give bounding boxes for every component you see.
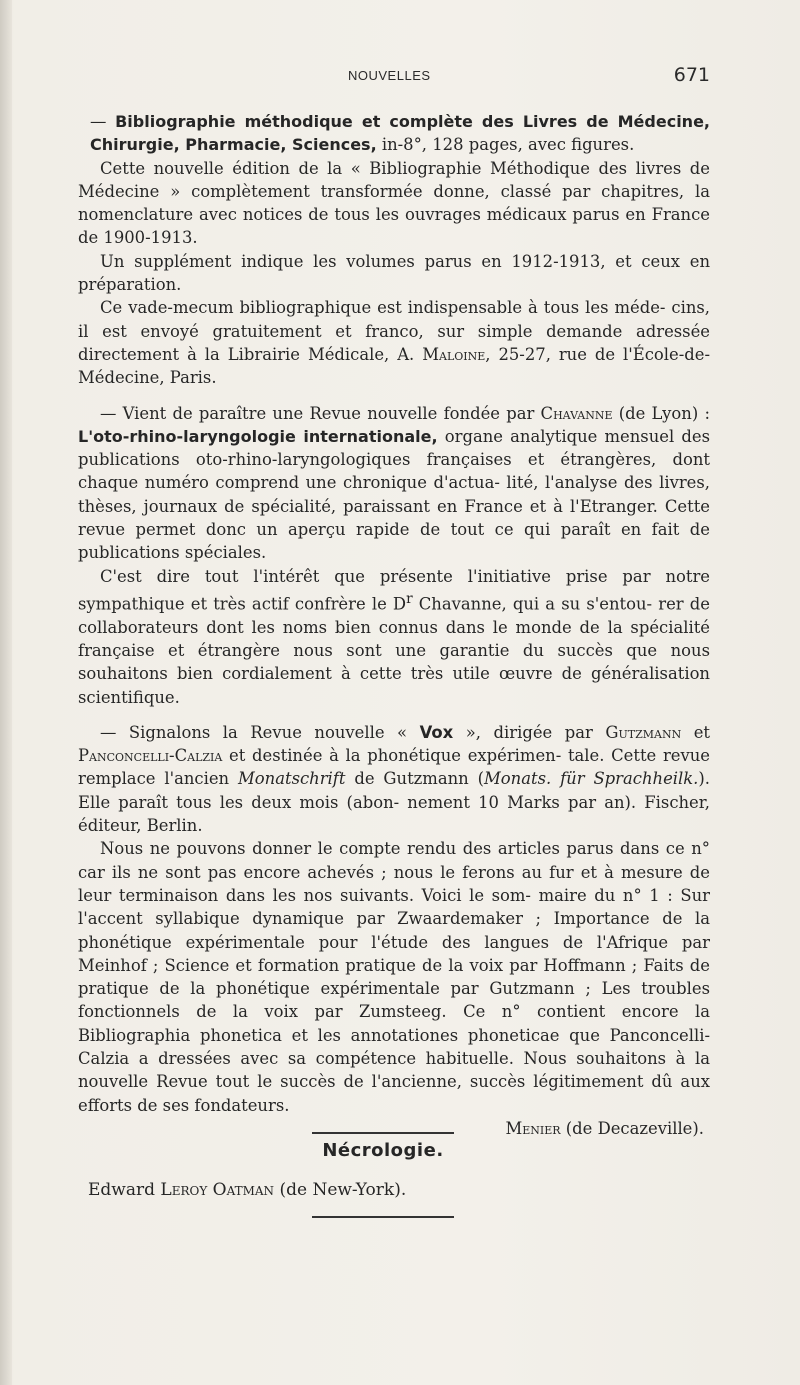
page-number: 671: [673, 64, 710, 86]
article2-p1-text-a: — Vient de paraître une Revue nouvelle fondée par: [100, 403, 541, 423]
article1-heading: [78, 110, 710, 157]
article3-p1-text-d: et destinée à la phonétique expérimen- tale. Cette revue remplace l'ancien: [78, 746, 710, 789]
article3-p1-text-b: », dirigée par: [453, 722, 606, 742]
necrology-entry-first: Edward: [88, 1180, 161, 1200]
article3-italic-title-1: Monatschrift: [238, 769, 346, 789]
article3-p1-text-c: et: [681, 722, 711, 742]
article1-title: Bibliographie méthodique et complète des Livres de Médecine, Chirurgie, Pharmacie, Sciences,: [90, 112, 711, 155]
necrology-entry-place: (de New-York).: [274, 1180, 407, 1200]
necrology-heading: Nécrologie.: [322, 1140, 444, 1161]
article2-paragraph-1: [78, 402, 710, 565]
article1-paragraph-2: Un supplément indique les volumes parus en 1912-1913, et ceux en préparation.: [78, 251, 710, 295]
article3-p1-text-e: de Gutzmann (: [345, 769, 485, 789]
article3-italic-title-2: Monats. für Sprachheilk.: [484, 769, 699, 789]
article2-founder-name: Chavanne: [540, 403, 613, 423]
article2-p2-superscript: r: [406, 590, 413, 607]
article-body: [78, 110, 710, 1140]
signature-name: Menier: [505, 1118, 561, 1138]
article3-paragraph-2: Nous ne pouvons donner le compte rendu des articles parus dans ce n° car ils ne sont pas encore achevés ; nous le ferons au fur et à mesure de leur terminaison dans les nos suivants. Voici le som- maire du n° 1 : Sur l'accent syllabique dynamique par Zwaardemaker ; Importance de la phonétique expérimentale pour l'étude des langues de l'Afrique par Meinhof ; Science et formation pratique de la voix par Hoffmann ; Faits de pratique de la phonétique expérimentale par Gutzmann ; Les troubles fonctionnels de la voix par Zumsteeg. Ce n° contient encore la Bibliographia phonetica et les annotationes phoneticae que Panconcelli-Calzia a dressées avec sa compétence habituelle. Nous souhaitons à la nouvelle Revue tout le succès de l'ancienne, succès légitimement dû aux efforts de ses fondateurs.: [78, 839, 710, 1115]
article2-p1-text-c: organe analytique mensuel des publications oto-rhino-laryngologiques françaises et étrangères, dont chaque numéro comprend une chronique d'actua- lité, l'analyse des livres, thèses, journaux de spécialité, paraissant en France et à l'Etranger. Cette revue permet donc un aperçu rapide de tout ce qui paraît en fait de publications spéciales.: [78, 426, 710, 563]
article3-director-2: Panconcelli-Calzia: [78, 746, 223, 766]
article2-p1-text-b: (de Lyon) :: [612, 403, 710, 423]
article1-publisher-name: Maloine: [422, 344, 486, 364]
article2-journal-title: L'oto-rhino-laryngologie internationale,: [78, 426, 438, 446]
article2-paragraph-2: [78, 565, 710, 709]
necrology-bottom-rule: [312, 1216, 454, 1218]
article1-paragraph-3: [78, 296, 710, 389]
article2-p2-text-b: Chavanne, qui a su s'entou- rer de collaborateurs dont les noms bien connus dans le monde de la spécialité française et étrangère nous sont une garantie du succès que nous souhaitons bien cordialement à cette très utile œuvre de généralisation scientifique.: [78, 594, 710, 707]
running-header: [78, 62, 710, 88]
article1-format: in-8°, 128 pages, avec figures.: [376, 135, 635, 155]
article3-director-1: Gutzmann: [605, 722, 682, 742]
article3-vox-title: Vox: [419, 722, 454, 742]
article3-paragraph-1: [78, 721, 710, 837]
article3-p1-text-a: — Signalons la Revue nouvelle «: [100, 722, 420, 742]
necrology-entry-name: Leroy Oatman: [160, 1180, 275, 1200]
article3-p1-text-f: ). Elle paraît tous les deux mois (abon- nement 10 Marks par an). Fischer, éditeur, Berlin.: [78, 769, 710, 836]
article2-p2-text-a: C'est dire tout l'intérêt que présente l'initiative prise par notre sympathique et très actif confrère le D: [78, 566, 710, 614]
article3-signature: [78, 1117, 710, 1140]
article1-p3-text-a: Ce vade-mecum bibliographique est indispensable à tous les méde- cins, il est envoyé gratuitement et franco, sur simple demande adressée directement à la Librairie Médicale, A.: [78, 298, 710, 364]
necrology-top-rule: [312, 1132, 454, 1134]
signature-place: (de Decazeville).: [560, 1118, 704, 1138]
running-title: NOUVELLES: [348, 68, 431, 83]
necrology-entry: [88, 1180, 406, 1200]
page-spine-shadow: [0, 0, 12, 1385]
article1-p3-text-b: , 25-27, rue de l'École-de-Médecine, Paris.: [78, 344, 710, 388]
article1-paragraph-1: Cette nouvelle édition de la « Bibliographie Méthodique des livres de Médecine » complètement transformée donne, classé par chapitres, la nomenclature avec notices de tous les ouvrages médicaux parus en France de 1900-1913.: [78, 158, 710, 248]
article1-dash: —: [90, 112, 116, 131]
